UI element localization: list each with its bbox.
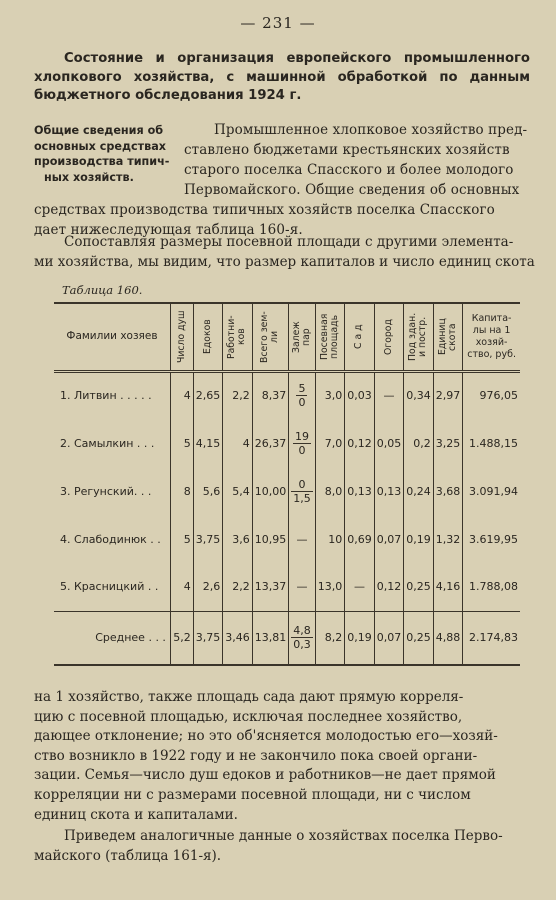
text-line: ство возникло в 1922 году и не закончило пока своей органи-: [34, 747, 478, 764]
cell-sown: 3,0: [315, 371, 345, 419]
cell-veg: 0,07: [374, 611, 404, 665]
cell-fallow: $\frac{19}{0}$: [289, 419, 316, 467]
header-cattle: Единиц скота: [433, 303, 463, 371]
cell-build: 0,25: [404, 611, 434, 665]
text-line: цию с посевной площадью, исключая последнее хозяйство,: [34, 708, 463, 725]
cell-name: 2. Самылкин . . .: [60, 436, 155, 450]
cell-eaters: 2,6: [193, 563, 223, 611]
cell-name: 1. Литвин . . . . .: [60, 389, 152, 403]
margin-note-line: Общие сведения об: [34, 124, 164, 137]
cell-name: 3. Регунский. . .: [60, 484, 152, 498]
cell-eaters: 5,6: [193, 467, 223, 515]
cell-garden: 0,69: [345, 515, 375, 563]
cell-eaters: 3,75: [193, 611, 223, 665]
table-row: [54, 371, 520, 419]
cell-veg: —: [374, 371, 404, 419]
text-line: дает нижеследующая таблица 160-я.: [34, 222, 303, 238]
paragraph-correlation: [34, 688, 530, 825]
text-line: дающее отклонение; но это об'ясняется молодостью его—хозяй-: [34, 728, 498, 745]
cell-sown: 8,0: [315, 467, 345, 515]
cell-garden: 0,19: [345, 611, 375, 665]
cell-build: 0,24: [404, 467, 434, 515]
header-land: Всего зем- ли: [252, 303, 289, 371]
cell-souls: 4: [170, 371, 193, 419]
cell-souls: 4: [170, 563, 193, 611]
cell-workers: 2,2: [223, 371, 253, 419]
header-souls: Число душ: [170, 303, 193, 371]
page-number: — 231 —: [240, 14, 316, 32]
cell-cattle: 3,68: [433, 467, 463, 515]
cell-fallow: —: [289, 563, 316, 611]
text-line: Первомайского. Общие сведения об основных: [184, 182, 520, 198]
cell-sown: 8,2: [315, 611, 345, 665]
cell-souls: 5: [170, 419, 193, 467]
cell-fallow: —: [289, 515, 316, 563]
cell-souls: 8: [170, 467, 193, 515]
cell-garden: 0,12: [345, 419, 375, 467]
cell-name: 5. Красницкий . .: [60, 580, 159, 594]
margin-note-line: основных средствах: [34, 139, 166, 153]
cell-cattle: 1,32: [433, 515, 463, 563]
cell-cattle: 3,25: [433, 419, 463, 467]
cell-veg: 0,12: [374, 563, 404, 611]
cell-eaters: 3,75: [193, 515, 223, 563]
cell-workers: 4: [223, 419, 253, 467]
table-row: [54, 467, 520, 515]
text-line: единиц скота и капиталами.: [34, 806, 238, 823]
text-line: на 1 хозяйство, также площадь сада дают прямую корреля-: [34, 689, 464, 705]
cell-fallow: $\frac{0}{1,5}$: [289, 467, 316, 515]
text-line: майского (таблица 161-я).: [34, 848, 222, 864]
cell-workers: 2,2: [223, 563, 253, 611]
cell-cattle: 4,16: [433, 563, 463, 611]
cell-land: 10,00: [252, 467, 289, 515]
cell-garden: 0,13: [345, 467, 375, 515]
margin-note-line: производства типич-: [34, 155, 170, 168]
cell-garden: —: [345, 563, 375, 611]
cell-eaters: 2,65: [193, 371, 223, 419]
cell-veg: 0,05: [374, 419, 404, 467]
cell-land: 13,37: [252, 563, 289, 611]
cell-build: 0,25: [404, 563, 434, 611]
table-row: [54, 563, 520, 611]
text-line: средствах производства типичных хозяйств поселка Спасского: [34, 202, 495, 218]
text-line: ставлено бюджетами крестьянских хозяйств: [184, 142, 510, 158]
header-sown: Посевная площадь: [315, 303, 345, 371]
cell-capital: 976,05: [463, 371, 520, 419]
text-line: корреляции ни с размерами посевной площади, ни с числом: [34, 786, 471, 803]
paragraph-next-table: [34, 826, 530, 866]
cell-workers: 3,6: [223, 515, 253, 563]
cell-land: 26,37: [252, 419, 289, 467]
paragraph-comparison: [34, 232, 535, 272]
cell-sown: 7,0: [315, 419, 345, 467]
cell-land: 10,95: [252, 515, 289, 563]
text-line: ми хозяйства, мы видим, что размер капиталов и число единиц скота: [34, 254, 535, 270]
cell-eaters: 4,15: [193, 419, 223, 467]
cell-name: Среднее . . .: [54, 611, 170, 665]
section-heading: Состояние и организация европейского промышленного хлопкового хозяйства, с машинной обработкой по данным бюджетного обследования 1924 г.: [34, 51, 530, 103]
text-line: зации. Семья—число душ едоков и работников—не дает прямой: [34, 767, 496, 784]
text-line: Приведем аналогичные данные о хозяйствах поселка Перво-: [64, 828, 503, 844]
text-line: Сопоставляя размеры посевной площади с другими элемента-: [64, 234, 514, 250]
cell-fallow: $\frac{4,8}{0,3}$: [289, 611, 316, 665]
margin-note-line: ных хозяйств.: [44, 170, 134, 184]
cell-veg: 0,13: [374, 467, 404, 515]
cell-veg: 0,07: [374, 515, 404, 563]
cell-workers: 5,4: [223, 467, 253, 515]
cell-sown: 13,0: [315, 563, 345, 611]
header-fallow: Залеж пар: [289, 303, 316, 371]
header-vegetable: Огород: [374, 303, 404, 371]
cell-capital: 1.488,15: [463, 419, 520, 467]
cell-souls: 5,2: [170, 611, 193, 665]
table-header-row: [54, 303, 520, 371]
data-table: [54, 302, 520, 666]
cell-build: 0,34: [404, 371, 434, 419]
cell-fallow: $\frac{5}{0}$: [289, 371, 316, 419]
header-eaters: Едоков: [193, 303, 223, 371]
cell-build: 0,2: [404, 419, 434, 467]
cell-capital: 1.788,08: [463, 563, 520, 611]
paragraph-intro: [34, 120, 530, 240]
cell-cattle: 2,97: [433, 371, 463, 419]
cell-souls: 5: [170, 515, 193, 563]
cell-capital: 2.174,83: [463, 611, 520, 665]
header-capital: Капита-лы на 1 хозяй-ство, руб.: [463, 303, 520, 371]
table-row: [54, 419, 520, 467]
table-row-average: [54, 611, 520, 665]
text-line: старого поселка Спасского и более молодого: [184, 162, 514, 178]
cell-land: 13,81: [252, 611, 289, 665]
header-buildings: Под здан. и постр.: [404, 303, 434, 371]
cell-workers: 3,46: [223, 611, 253, 665]
cell-capital: 3.091,94: [463, 467, 520, 515]
cell-build: 0,19: [404, 515, 434, 563]
table-row: [54, 515, 520, 563]
cell-garden: 0,03: [345, 371, 375, 419]
cell-cattle: 4,88: [433, 611, 463, 665]
header-name: Фамилии хозяев: [54, 303, 170, 371]
cell-sown: 10: [315, 515, 345, 563]
cell-capital: 3.619,95: [463, 515, 520, 563]
text-line: Промышленное хлопковое хозяйство пред-: [214, 122, 528, 138]
cell-name: 4. Слабодинюк . .: [60, 532, 161, 546]
table-caption: Таблица 160.: [62, 283, 143, 297]
header-garden: С а д: [345, 303, 375, 371]
header-workers: Работни- ков: [223, 303, 253, 371]
cell-land: 8,37: [252, 371, 289, 419]
